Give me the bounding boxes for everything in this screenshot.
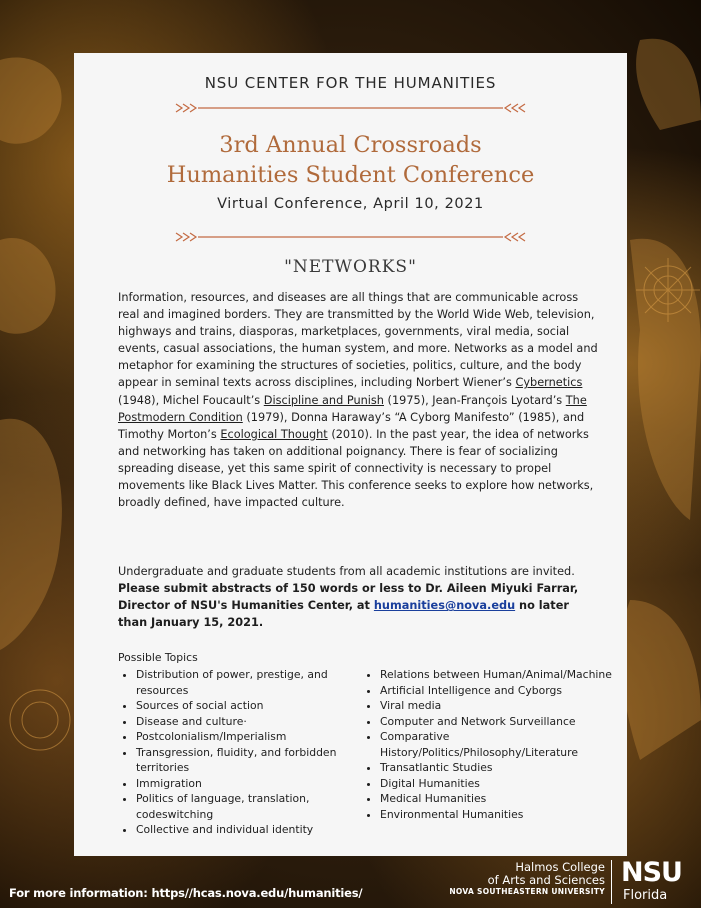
college-name: Halmos College of Arts and Sciences NOVA SOUTHEASTERN UNIVERSITY — [449, 861, 605, 899]
list-item: • Computer and Network Surveillance — [380, 714, 612, 730]
list-item: • Sources of social action — [136, 698, 361, 714]
email-link[interactable]: humanities@nova.edu — [373, 599, 516, 613]
ecological-title: Ecological Thought — [220, 427, 328, 441]
title-line-2: Humanities Student Conference — [166, 162, 535, 188]
list-item: • Postcolonialism/Imperialism — [136, 729, 361, 745]
list-item: • Collective and individual identity — [136, 822, 361, 838]
list-item: • Disease and culture· — [136, 714, 361, 730]
title-line-1: 3rd Annual Crossroads — [219, 132, 482, 158]
topics-list-right — [362, 667, 612, 822]
flyer-card — [74, 53, 627, 856]
list-item: • Digital Humanities — [380, 776, 612, 792]
topics-list-left — [118, 667, 361, 838]
postmodern-title: The Postmodern Condition — [118, 393, 587, 424]
list-item: • Transgression, fluidity, and forbidden territories — [136, 745, 361, 776]
cybernetics-title: Cybernetics — [515, 376, 583, 390]
discipline-title: Discipline and Punish — [263, 393, 384, 407]
university-name: NOVA SOUTHEASTERN UNIVERSITY — [449, 887, 605, 896]
list-item: • Medical Humanities — [380, 791, 612, 807]
list-item: • Transatlantic Studies — [380, 760, 612, 776]
list-item: • Artificial Intelligence and Cyborgs — [380, 683, 612, 699]
conference-theme: "NETWORKS" — [284, 257, 417, 277]
list-item: • Relations between Human/Animal/Machine — [380, 667, 612, 683]
list-item: • Distribution of power, prestige, and resources — [136, 667, 361, 698]
description-paragraph: Information, resources, and diseases are all things that are communicable across real and imagined borders. They are transmitted by the World Wide Web, television, highways and trains, diasporas, marketplaces, governments, viral media, social events, casual associations, the human system, and more. Networks as a model and metaphor for examining the structures of societies, politics, culture, and the body appear in seminal texts across disciplines, including Norbert Wiener’s Cybernetics (1948), Michel Foucault’s Discipline and Punish (1975), Jean-François Lyotard’s The Postmodern Condition (1979), Donna Haraway’s “A Cyborg Manifesto” (1985), and Timothy Morton’s Ecological Thought (2010). In the past year, the idea of networks and networking has taken on additional poignancy. There is fear of socializing spreading disease, yet this same spirit of connectivity is necessary to propel movements like Black Lives Matter. This conference seeks to explore how networks, broadly defined, have impacted culture. — [118, 291, 598, 510]
list-item: • Viral media — [380, 698, 612, 714]
topics-heading: Possible Topics — [118, 651, 198, 664]
list-item: • Comparative History/Politics/Philosophy/Literature — [380, 729, 612, 760]
ornamental-divider-bottom — [174, 231, 527, 243]
invitation-paragraph: Undergraduate and graduate students from all academic institutions are invited. Please submit abstracts of 150 words or less to Dr. Aileen Miyuki Farrar, Director of NSU's Humanities Center, at humanities@nova.edu no later than January 15, 2021. — [118, 565, 579, 630]
more-info-text: For more information: https//hcas.nova.edu/humanities/ — [9, 886, 363, 900]
logo-divider — [611, 860, 612, 904]
nsu-logo: NSU Florida — [621, 857, 682, 903]
ornamental-divider-top — [174, 102, 527, 114]
list-item: • Immigration — [136, 776, 361, 792]
list-item: • Environmental Humanities — [380, 807, 612, 823]
list-item: • Politics of language, translation, codeswitching — [136, 791, 361, 822]
organization-name: NSU CENTER FOR THE HUMANITIES — [204, 74, 497, 92]
conference-title — [74, 130, 627, 190]
conference-date: Virtual Conference, April 10, 2021 — [217, 196, 484, 212]
